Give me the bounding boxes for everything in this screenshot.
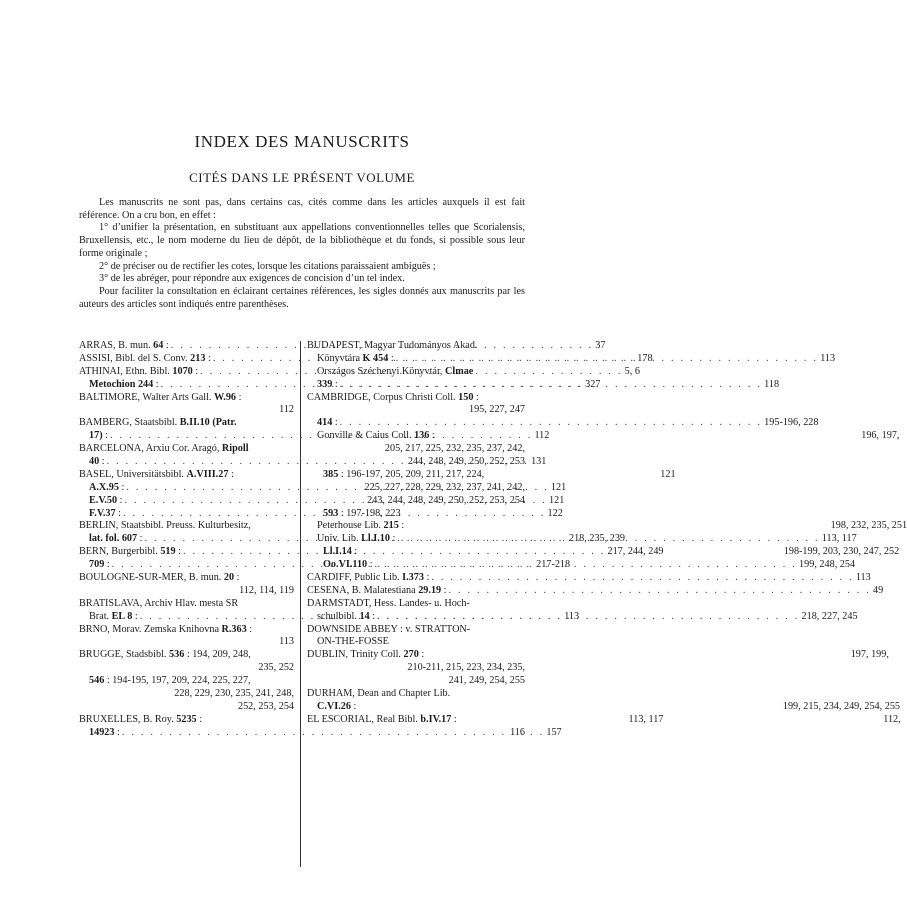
entry-suffix: : 194-195, 197, 209, 224, 225, 227, (104, 675, 251, 687)
shelfmark: 14923 (89, 726, 115, 738)
shelfmark: R.363 (221, 623, 247, 635)
entry-suffix: : (418, 649, 425, 661)
entry-text (79, 598, 238, 611)
index-entry-line (307, 584, 884, 598)
index-entry-line (307, 688, 525, 701)
index-entry-line (79, 520, 294, 533)
entry-text (79, 340, 169, 353)
index-entry-line (307, 404, 525, 417)
shelfmark: 339 (317, 378, 333, 390)
entry-suffix: : 197-198, 223 (338, 507, 401, 519)
entry-text (307, 714, 457, 727)
entry-text (79, 520, 251, 533)
page-refs: 241, 249, 254, 255 (448, 675, 525, 687)
page-refs: 244, 248, 249, 250, 252, 253 (407, 456, 525, 468)
intro-paragraph: 2° de préciser ou de rectifier les cotes, lorsque les citations paraissaient ambiguës ; (99, 260, 436, 272)
dot-leader (373, 559, 799, 572)
entry-label: Országos Széchenyi Könyvtár, (317, 365, 446, 377)
page-refs: 198-199, 203, 230, 247, 252 (783, 546, 900, 558)
entry-text (307, 585, 447, 598)
page-refs: 218, 235, 239 (568, 533, 626, 545)
shelfmark: A.VIII.27 (186, 468, 229, 480)
page-refs: 218, 227, 245 (801, 610, 858, 622)
entry-label: DOWNSIDE ABBEY : v. STRATTON- (307, 623, 471, 635)
entry-text (89, 611, 138, 624)
shelfmark: b.IV.17 (420, 713, 452, 725)
index-entry-line (307, 598, 525, 611)
shelfmark: 64 (153, 340, 164, 351)
entry-label: EL ESCORIAL, Real Bibl. (307, 713, 421, 725)
shelfmark: C.VI.26 (317, 700, 351, 712)
entry-text (89, 559, 110, 572)
page-refs: 217-218 (536, 559, 571, 571)
shelfmark: Clmae (445, 365, 474, 377)
page-refs: 113, 117 (821, 533, 857, 545)
shelfmark: 150 (458, 391, 474, 403)
index-entry-line (307, 456, 525, 469)
entry-text (317, 533, 395, 546)
shelfmark: 40 (89, 456, 100, 468)
entry-text (307, 624, 470, 637)
shelfmark: B.II.10 (Patr. (179, 417, 237, 429)
entry-text (79, 714, 202, 727)
entry-label: BERLIN, Staatsbibl. Preuss. Kulturbesitz, (79, 520, 251, 532)
index-entry-line (307, 366, 525, 379)
entry-text (317, 611, 375, 624)
entry-suffix: : 196-197, 205, 209, 211, 217, 224, (338, 468, 485, 480)
index-entry-line (307, 675, 525, 688)
index-entry-line (79, 675, 294, 688)
entry-suffix: : (332, 417, 338, 429)
entry-suffix: : (389, 533, 396, 545)
page-refs: 178 (637, 352, 653, 364)
page-refs: 225, 227, 228, 229, 232, 237, 241, 242, (364, 481, 525, 493)
entry-label: BRUXELLES, B. Roy. (79, 713, 177, 725)
index-entry-line (79, 662, 294, 675)
entry-label: BRUGGE, Stadsbibl. (79, 649, 169, 661)
entry-text (79, 417, 237, 430)
page-refs: 131 (531, 456, 547, 468)
shelfmark: 5235 (176, 713, 197, 725)
entry-label: BALTIMORE, Walter Arts Gall. (79, 391, 215, 403)
entry-text (79, 624, 252, 637)
shelfmark: 385 (323, 468, 339, 480)
entry-text (317, 353, 394, 366)
index-entry-line (79, 701, 294, 714)
entry-text (307, 340, 477, 353)
entry-text (317, 417, 338, 430)
page-refs: 197, 199, (850, 649, 889, 661)
index-entry-line (307, 727, 525, 740)
dot-leader (395, 533, 821, 546)
dot-leader (338, 417, 764, 430)
page-refs: 112 (534, 430, 550, 442)
shelfmark: A.X.95 (89, 481, 119, 493)
intro-paragraph: Les manuscrits ne sont pas, dans certains cas, cités comme dans les articles auxquels il est fait référence. On a cru bon, en effet : (79, 197, 525, 221)
entry-suffix: : (234, 572, 240, 584)
index-entry-line (79, 404, 294, 417)
page-refs: 121 (660, 468, 676, 480)
shelfmark: Oo.VI.110 (323, 559, 368, 571)
index-entry-line (307, 520, 907, 533)
entry-text (317, 520, 404, 533)
shelfmark: 213 (190, 352, 206, 364)
index-entry-line (79, 624, 294, 637)
entry-text (307, 649, 424, 662)
entry-text (89, 482, 124, 495)
shelfmark: Ll.I.14 (323, 546, 352, 558)
page-refs: 252, 253, 254 (237, 700, 294, 712)
page-refs: 235, 252 (258, 662, 294, 674)
entry-text (89, 430, 108, 443)
index-entry-line (307, 636, 525, 649)
index-entry-line (79, 598, 294, 611)
entry-suffix: : (332, 378, 338, 390)
entry-suffix: : (192, 365, 199, 377)
entry-suffix: : (115, 507, 122, 519)
entry-text (89, 533, 143, 546)
page-refs: 199, 248, 254 (799, 559, 856, 571)
entry-label: ARRAS, B. mun. (79, 340, 154, 351)
entry-suffix: : (137, 533, 143, 545)
index-entry-line (307, 700, 900, 714)
entry-text (317, 379, 338, 392)
page-refs: 113 (279, 636, 294, 648)
entry-label: BERN, Burgerbibl. (79, 546, 161, 558)
index-entry-line (79, 585, 294, 598)
entry-suffix: : (117, 494, 123, 506)
entry-text (317, 430, 435, 443)
page-subtitle: CITÉS DANS LE PRÉSENT VOLUME (189, 170, 415, 185)
page-refs: 37 (595, 340, 606, 351)
shelfmark: 20 (223, 572, 235, 584)
page-refs: 112 (279, 404, 294, 416)
entry-suffix: : (132, 610, 138, 622)
entry-label: BOULOGNE-SUR-MER, B. mun. (79, 572, 224, 584)
entry-text (79, 392, 241, 405)
entry-label: ATHINAI, Ethn. Bibl. (79, 365, 173, 377)
entry-suffix: : (441, 584, 447, 596)
entry-suffix: : (367, 559, 373, 571)
entry-label: ON-THE-FOSSE (317, 636, 389, 648)
entry-text (89, 727, 120, 740)
page-refs: 112, 114, 119 (239, 584, 294, 596)
entry-text (317, 701, 356, 714)
page-refs: 157 (546, 726, 562, 738)
entry-label: CAMBRIDGE, Corpus Christi Coll. (307, 391, 459, 403)
dot-leader (447, 585, 873, 598)
entry-text (307, 572, 429, 585)
shelfmark: lat. fol. 607 (89, 533, 138, 545)
entry-text (89, 456, 105, 469)
entry-suffix: : (99, 456, 105, 468)
page-refs: 243, 244, 248, 249, 250, 252, 253, 254 (367, 494, 525, 506)
entry-suffix: : (246, 623, 253, 635)
dot-leader (338, 379, 764, 392)
entry-suffix: : (398, 520, 405, 532)
intro-paragraph: 3° de les abréger, pour répondre aux exigences de concision d’un tel index. (99, 273, 405, 285)
entry-suffix: : (114, 726, 120, 738)
index-entry-line (307, 649, 889, 662)
page-refs: 228, 229, 230, 235, 241, 248, (174, 688, 294, 700)
column-divider (300, 341, 301, 867)
entry-label: Gonville & Caius Coll. (317, 430, 415, 442)
index-columns (79, 340, 907, 870)
page-refs: 122 (547, 507, 563, 519)
page-refs: 196, 197, (861, 430, 900, 442)
shelfmark: 17) (89, 430, 103, 442)
shelfmark: 536 (169, 649, 185, 661)
entry-text (89, 379, 159, 392)
entry-text (323, 559, 373, 572)
entry-suffix: : (350, 700, 357, 712)
shelfmark: I.373 (402, 572, 424, 584)
page-refs: 116 (510, 726, 525, 738)
dot-leader (375, 611, 801, 624)
entry-text (323, 546, 357, 559)
index-entry-line (79, 417, 294, 430)
index-entry-line (307, 340, 525, 353)
entry-text (79, 443, 249, 456)
entry-label: BRNO, Morav. Zemska Knihovna (79, 623, 222, 635)
entry-suffix: : 194, 209, 248, (184, 649, 251, 661)
page-refs: 210-211, 215, 223, 234, 235, (407, 662, 525, 674)
page-refs: 199, 215, 234, 249, 254, 255 (782, 700, 900, 712)
entry-label: DURHAM, Dean and Chapter Lib. (307, 688, 451, 700)
index-entry-line (307, 443, 525, 456)
entry-label: CARDIFF, Public Lib. (307, 572, 403, 584)
page-refs: 205, 217, 225, 232, 235, 237, 242, (384, 443, 525, 455)
shelfmark: Ll.I.10 (361, 533, 390, 545)
entry-suffix: : (196, 713, 203, 725)
index-entry-line (307, 482, 525, 495)
index-entry-line (307, 495, 525, 508)
page-refs: 198, 232, 235, 251 (830, 520, 907, 532)
entry-label: Brat. (89, 610, 112, 622)
dot-leader (394, 353, 820, 366)
entry-label: Univ. Lib. (317, 533, 362, 545)
entry-suffix: : (473, 391, 479, 403)
index-entry-line (307, 572, 871, 585)
entry-suffix: : (423, 572, 430, 584)
entry-suffix: : (163, 340, 169, 351)
page-refs: 112, (883, 713, 901, 725)
shelfmark: K 454 (362, 352, 389, 364)
entry-suffix: : (175, 546, 181, 558)
entry-text (307, 392, 479, 405)
page-refs: 327 (585, 378, 601, 390)
page-refs: 195, 227, 247 (468, 404, 525, 416)
entry-label: BASEL, Universitätsbibl. (79, 468, 187, 480)
shelfmark: 270 (403, 649, 419, 661)
shelfmark: E.V.50 (89, 494, 118, 506)
index-entry-line (79, 649, 294, 662)
entry-label: DARMSTADT, Hess. Landes- u. Hoch- (307, 597, 470, 609)
shelfmark: W.96 (214, 391, 237, 403)
entry-text (89, 508, 121, 521)
shelfmark: 215 (383, 520, 399, 532)
entry-text (323, 469, 484, 482)
index-entry-line (79, 688, 294, 701)
entry-text (79, 649, 251, 662)
shelfmark: 14 (359, 610, 370, 622)
shelfmark: Metochion 244 (89, 378, 154, 390)
entry-text (323, 508, 401, 521)
entry-label: DUBLIN, Trinity Coll. (307, 649, 404, 661)
page-refs: 195-196, 228 (764, 417, 819, 429)
intro-paragraph: Pour faciliter la consultation en éclairant certaines références, les sigles donnés aux manuscrits par les auteurs des articles sont indiqués entre parenthèses. (79, 285, 525, 310)
intro-paragraph: 1° d’unifier la présentation, en substituant aux appellations conventionnelles telles que Scorialensis, Bruxellensis, etc., le nom moderne du lieu de dépôt, de la bibliothèque et du fonds, si possible sous leur forme originale ; (79, 222, 525, 259)
entry-label: BUDAPEST, Magyar Tudományos Akad. (307, 340, 478, 351)
shelfmark: 29.19 (418, 584, 442, 596)
shelfmark: EL 8 (111, 610, 133, 622)
entry-text (307, 598, 470, 611)
entry-label: Peterhouse Lib. (317, 520, 384, 532)
page-refs: 113 (564, 610, 580, 622)
entry-label: ASSISI, Bibl. del S. Conv. (79, 352, 191, 364)
page-refs: 49 (873, 584, 884, 596)
entry-text (89, 495, 123, 508)
entry-suffix: : (429, 430, 435, 442)
shelfmark: 414 (317, 417, 333, 429)
index-entry-line (307, 469, 525, 482)
entry-suffix: : (228, 468, 234, 480)
entry-text (79, 366, 198, 379)
entry-text (317, 636, 389, 649)
index-entry-line (307, 624, 525, 637)
entry-text (307, 688, 450, 701)
page-refs: 113 (820, 352, 836, 364)
entry-label: CESENA, B. Malatestiana (307, 584, 419, 596)
entry-label: BAMBERG, Staatsbibl. (79, 417, 180, 429)
entry-label: BRATISLAVA, Archiv Hlav. mesta SR (79, 597, 239, 609)
entry-text (79, 546, 181, 559)
entry-text (79, 353, 211, 366)
entry-suffix: : (119, 481, 125, 493)
index-entry-line (307, 392, 525, 405)
dot-leader (429, 572, 855, 585)
entry-text (89, 675, 251, 688)
index-entry-line (307, 417, 819, 430)
entry-suffix: : (351, 546, 358, 558)
entry-suffix: : (102, 430, 108, 442)
page-refs: 5, 6 (624, 365, 640, 377)
shelfmark: 519 (160, 546, 176, 558)
page-refs: 118 (764, 378, 780, 390)
index-entry-line (79, 443, 294, 456)
entry-suffix: : (451, 713, 457, 725)
intro-text (79, 197, 525, 311)
entry-suffix: : (388, 352, 394, 364)
index-entry-line (307, 662, 525, 675)
entry-suffix: : (153, 378, 159, 390)
shelfmark: 709 (89, 559, 105, 571)
page-refs: 217, 244, 249 (607, 546, 664, 558)
entry-label: BARCELONA, Arxiu Cor. Aragó, (79, 443, 222, 455)
entry-suffix: : (236, 391, 242, 403)
index-entry-line (307, 508, 525, 521)
entry-text (79, 469, 234, 482)
shelfmark: 136 (414, 430, 430, 442)
shelfmark: Ripoll (221, 443, 249, 455)
shelfmark: 1070 (172, 365, 193, 377)
entry-text (79, 572, 239, 585)
index-entry-line (79, 572, 294, 585)
page-refs: 121 (549, 494, 565, 506)
index-entry-line (79, 636, 294, 649)
index-entry-line (79, 392, 294, 405)
shelfmark: F.V.37 (89, 507, 116, 519)
page-refs: 121 (550, 481, 567, 493)
page-title: INDEX DES MANUSCRITS (194, 132, 410, 151)
entry-suffix: : (369, 610, 376, 622)
entry-text (317, 366, 473, 379)
entry-label: Könyvtára (317, 352, 363, 364)
page-refs: 113, 117 (628, 713, 664, 725)
page-refs: 113 (855, 572, 871, 584)
shelfmark: 546 (89, 675, 105, 687)
shelfmark: 593 (323, 507, 339, 519)
entry-label: schulbibl. (317, 610, 360, 622)
entry-suffix: : (205, 352, 211, 364)
entry-suffix: : (104, 559, 110, 571)
